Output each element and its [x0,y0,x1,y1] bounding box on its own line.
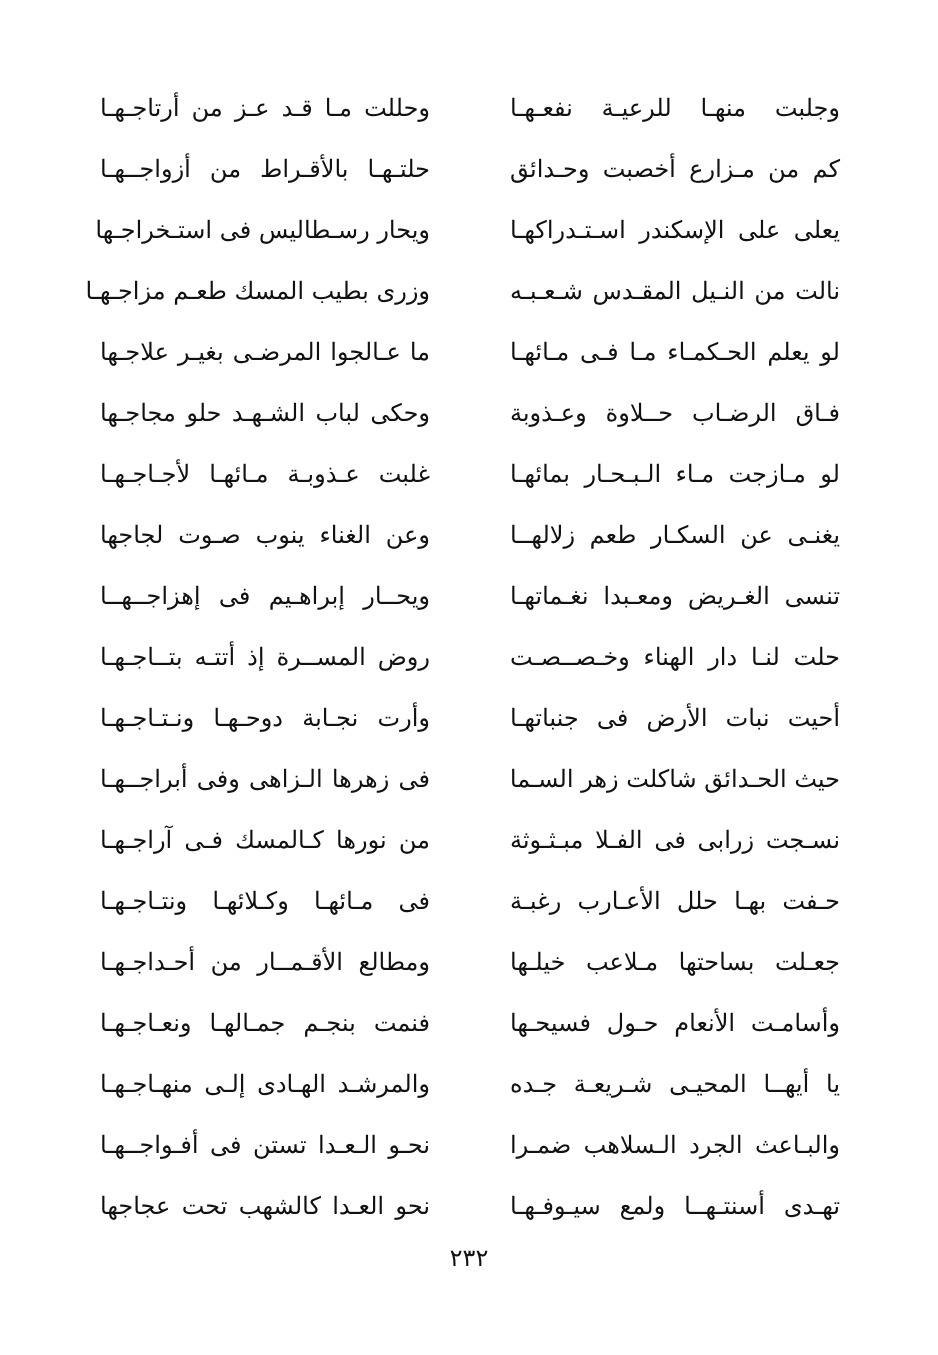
verse-first-hemistich: حيث الحـدائق شاكلت زهر السـما [509,765,840,794]
verse-line [100,993,840,1054]
verse-first-hemistich: يغنـى عن السكـار طعم زلالهــا [510,521,840,550]
verse-first-hemistich: حـفت بهـا حلل الأعـارب رغبـة [510,887,840,916]
verse-line [100,383,840,444]
verse-first-hemistich: يا أيهــا المحيـى شـريعـة جـده [510,1070,840,1099]
verse-line [85,261,840,322]
verse-second-hemistich: ويحار رسـطاليس فى استـخراجـها [95,216,430,245]
verse-first-hemistich: تهـدى أسنتـهــا ولمع سيـوفـهـا [510,1192,840,1221]
verse-second-hemistich: فى مـائهـا وكـلائهـا ونتـاجـهـا [100,887,430,916]
verse-second-hemistich: وحكى لباب الشـهـد حلو مجاجـها [100,399,430,428]
verse-second-hemistich: والمرشـد الهـادى إلـى منهـاجـهـا [100,1070,430,1099]
verse-line [100,566,840,627]
verse-first-hemistich: نالت من النـيل المقـدس شـعـبـه [510,277,840,306]
verse-second-hemistich: فى زهرها الـزاهى وفى أبراجــهـا [100,765,430,794]
verse-second-hemistich: ما عـالجوا المرضـى بغيـر علاجـها [100,338,430,367]
verse-second-hemistich: نحـو الـعـدا تستن فى أفـواجــهـا [100,1131,430,1160]
verse-line [100,627,840,688]
verse-line [100,505,840,566]
verse-second-hemistich: وزرى بطيب المسك طعـم مزاجـهـا [85,277,430,306]
verse-line [100,871,840,932]
verse-first-hemistich: والبـاعث الجرد الـسلاهب ضمـرا [510,1131,840,1160]
verse-second-hemistich: حلتـهـا بالأقـراط من أزواجــهـا [100,155,430,184]
verse-first-hemistich: وأسامـت الأنعام حـول فسيحـها [510,1009,840,1038]
verse-line [100,749,840,810]
verse-second-hemistich: غلبت عـذوبـة مـائهـا لأجـاجـهـا [100,460,430,489]
verse-second-hemistich: نحو العـدا كالشهب تحت عجاجها [100,1192,430,1221]
verse-second-hemistich: روض المســرة إذ أتتـه بتــاجـهـا [100,643,430,672]
verse-first-hemistich: فـاق الرضـاب حــلاوة وعـذوبة [510,399,840,428]
verse-second-hemistich: فنمت بنجـم جمـالهـا ونعـاجـهـا [100,1009,430,1038]
page-number: ٢٣٢ [449,1244,489,1272]
verse-first-hemistich: كم من مـزارع أخصبت وحـدائق [510,155,840,184]
verse-line [100,1115,840,1176]
verse-line [100,688,840,749]
verse-line [100,139,840,200]
verse-first-hemistich: لو مـازجت مـاء الـبـحـار بمائهـا [510,460,840,489]
verse-first-hemistich: أحيت نبات الأرض فى جنباتهـا [510,704,840,733]
verse-second-hemistich: من نورها كـالمسك فـى آراجـهـا [100,826,430,855]
verse-first-hemistich: وجلبت منهـا للرعيـة نفعـهـا [510,94,840,123]
verse-line [100,444,840,505]
verse-line [100,1176,840,1237]
verse-second-hemistich: وأرت نجـابة دوحـهـا ونـتـاجـهـا [100,704,430,733]
verse-first-hemistich: حلت لنـا دار الهناء وخـصــصـت [510,643,840,672]
verse-first-hemistich: لو يعلم الحـكمـاء مـا فـى مـائهـا [510,338,840,367]
verse-line [100,932,840,993]
verse-first-hemistich: نسـجت زرابى فى الفـلا مبـثـوثة [510,826,840,855]
verse-second-hemistich: وعن الغناء ينوب صـوت لجاجها [100,521,430,550]
verse-second-hemistich: ويحــار إبراهـيم فى إهزاجــهــا [100,582,430,611]
verse-first-hemistich: يعلى على الإسكندر اسـتـدراكهـا [510,216,840,245]
verse-first-hemistich: جعـلت بساحتها مـلاعب خيلـها [510,948,840,977]
verse-second-hemistich: ومطالع الأقـمــار من أحـداجـهـا [100,948,430,977]
verse-line [100,78,840,139]
verse-line [100,810,840,871]
poem [85,78,840,1237]
verse-second-hemistich: وحللت مـا قـد عـز من أرتاجـهـا [100,94,430,123]
verse-line [95,200,840,261]
verse-first-hemistich: تنسى الغـريض ومعـبدا نغـماتهـا [510,582,840,611]
verse-line [100,322,840,383]
verse-line [100,1054,840,1115]
